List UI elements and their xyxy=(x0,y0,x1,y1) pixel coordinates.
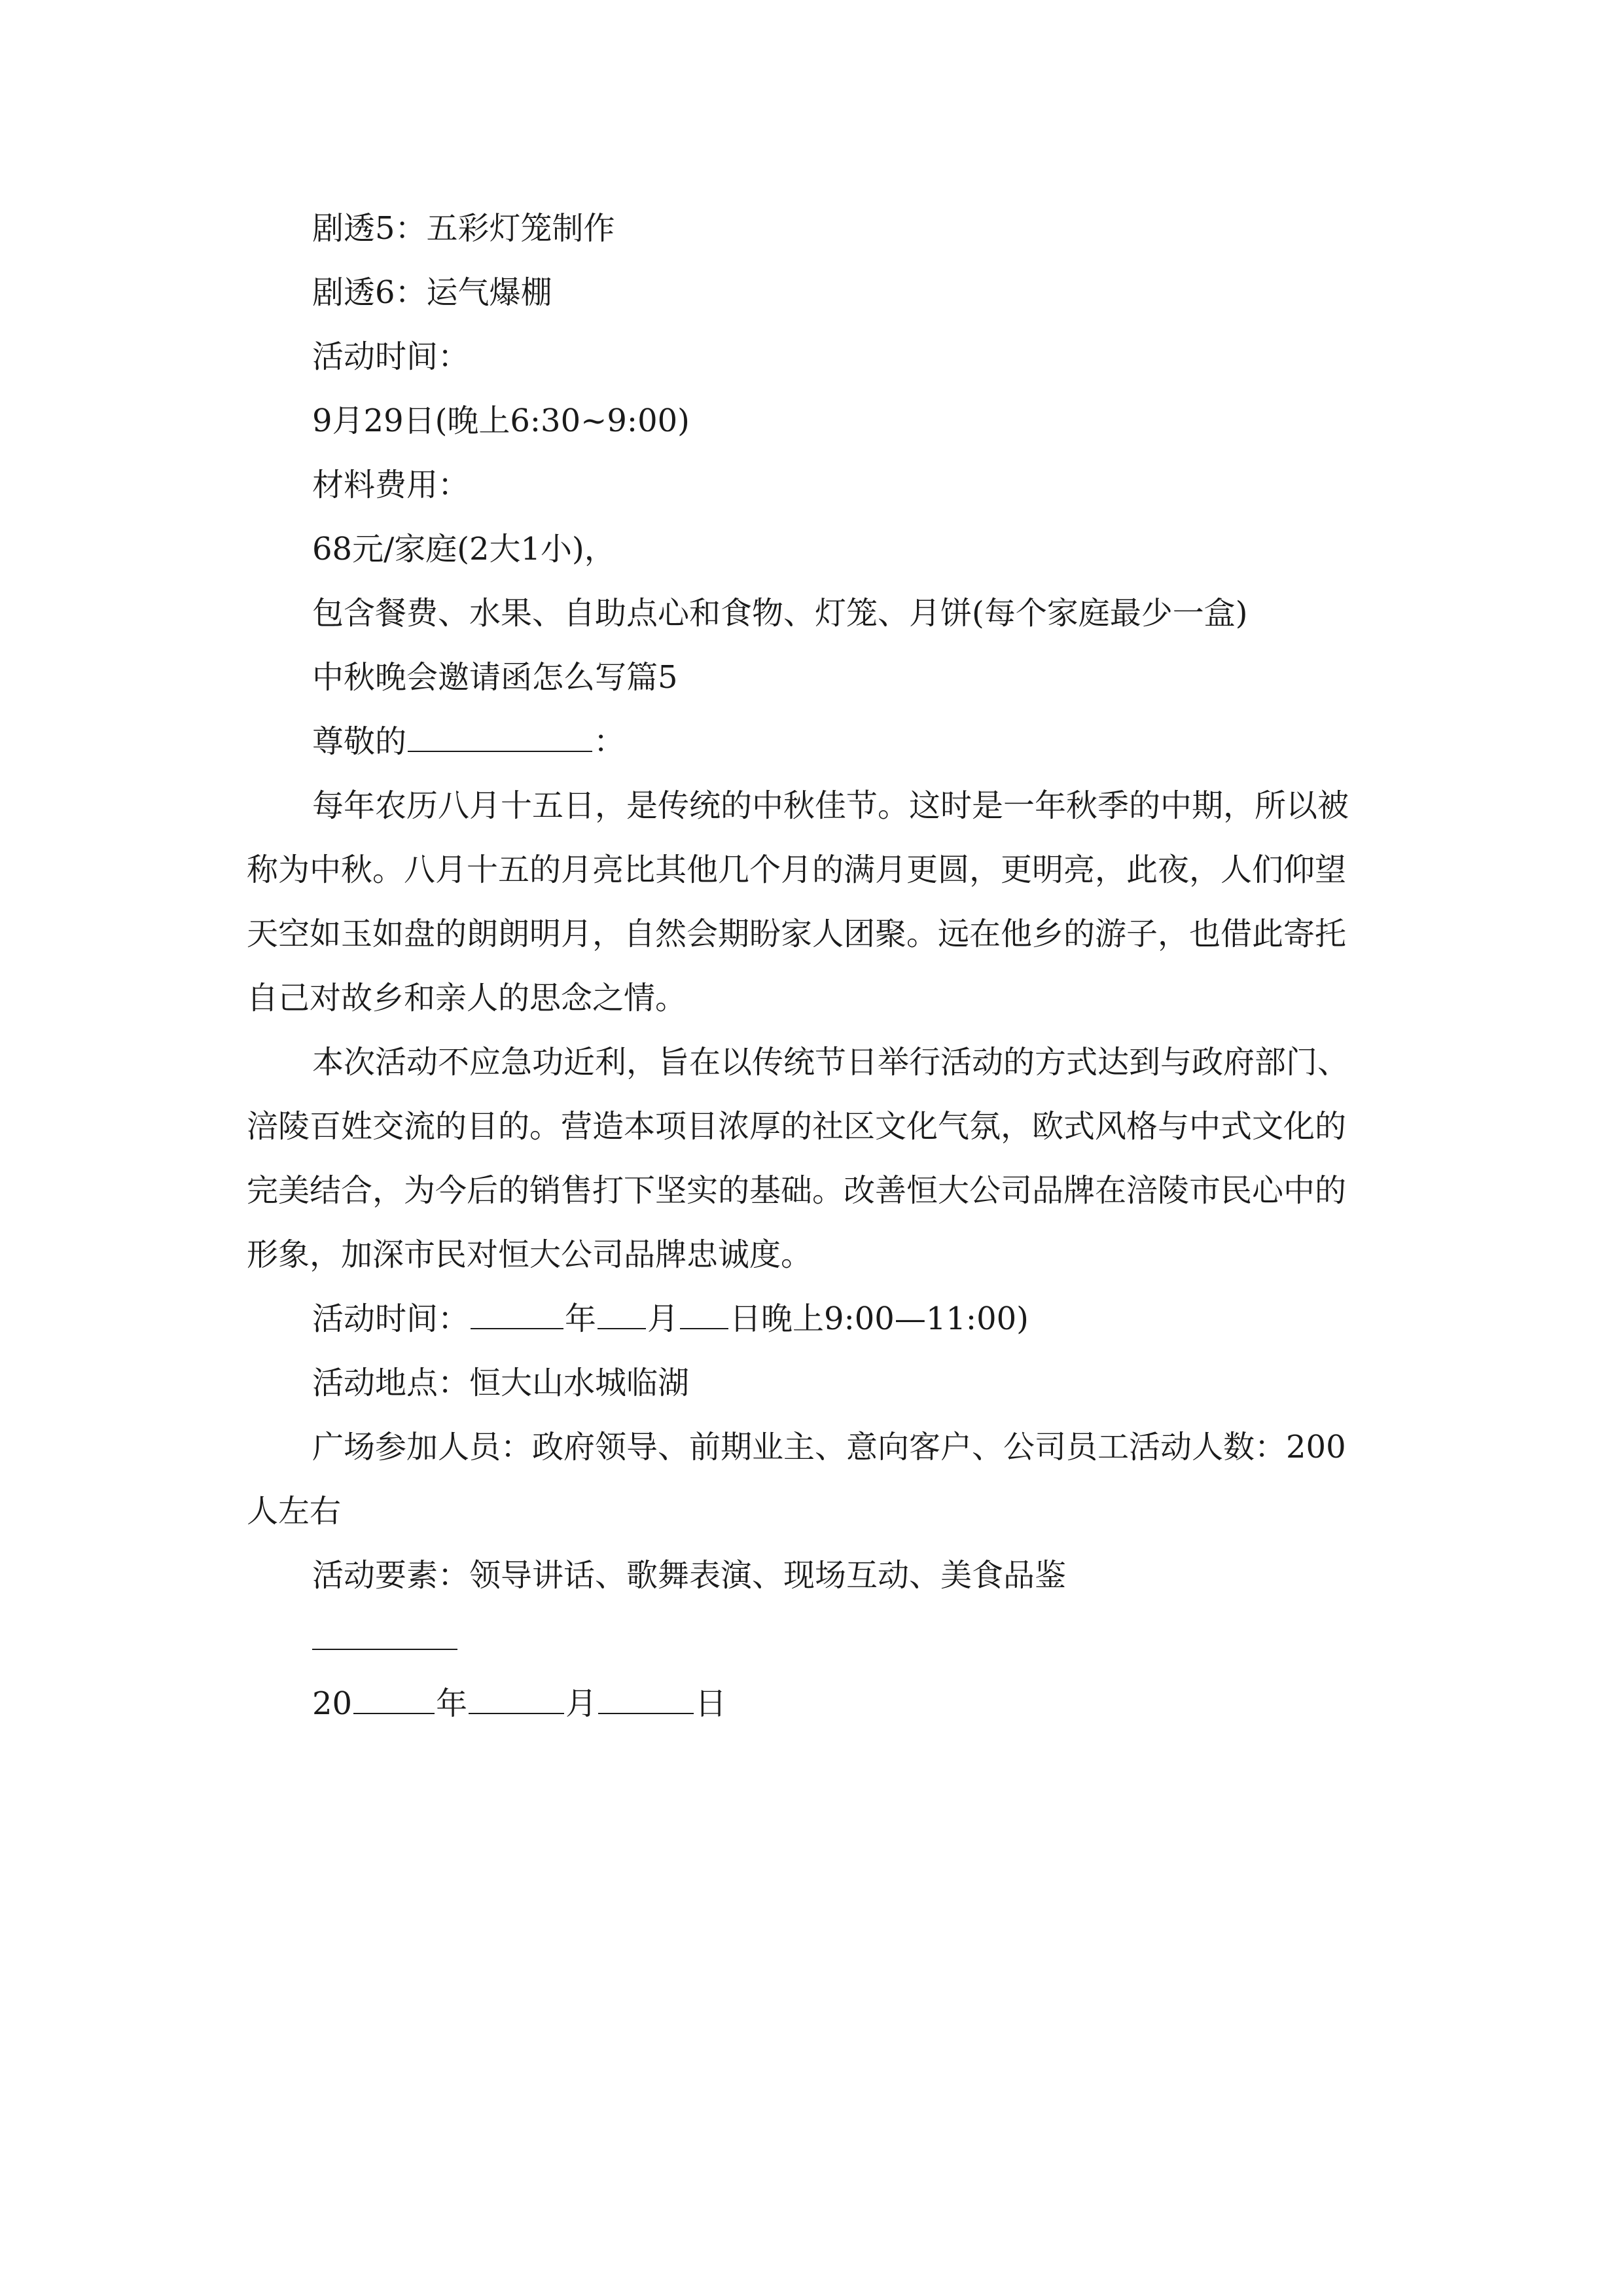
day-blank xyxy=(680,1298,728,1329)
paragraph-1-line-4: 自己对故乡和亲人的思念之情。 xyxy=(247,980,687,1016)
participants-line-1: 广场参加人员：政府领导、前期业主、意向客户、公司员工活动人数：200 xyxy=(312,1429,1346,1465)
participants-line-2: 人左右 xyxy=(247,1493,342,1530)
event-time-label: 活动时间： xyxy=(312,338,470,375)
activity-elements: 活动要素：领导讲话、歌舞表演、现场互动、美食品鉴 xyxy=(312,1557,1067,1594)
document-body xyxy=(247,196,1385,1736)
material-fee-label: 材料费用： xyxy=(312,467,470,503)
greeting-suffix: ： xyxy=(594,723,626,760)
signature-row xyxy=(247,1607,1385,1672)
paragraph-1-line-3: 天空如玉如盘的朗朗明月，自然会期盼家人团聚。远在他乡的游子，也借此寄托 xyxy=(247,916,1347,952)
date-row xyxy=(247,1672,1385,1736)
activity-place: 活动地点：恒大山水城临湖 xyxy=(312,1365,690,1401)
signature-blank xyxy=(312,1619,457,1650)
spoiler-6: 剧透6：运气爆棚 xyxy=(312,274,552,311)
section-heading: 中秋晚会邀请函怎么写篇5 xyxy=(312,659,678,696)
date-year: 年 xyxy=(436,1685,468,1722)
paragraph-2-line-2: 涪陵百姓交流的目的。营造本项目浓厚的社区文化气氛，欧式风格与中式文化的 xyxy=(247,1108,1347,1145)
greeting xyxy=(247,709,1385,774)
date-day-blank xyxy=(598,1683,694,1714)
paragraph-2-line-1: 本次活动不应急功近利，旨在以传统节日举行活动的方式达到与政府部门、 xyxy=(312,1044,1349,1081)
date-month: 月 xyxy=(565,1685,597,1722)
date-month-blank xyxy=(469,1683,564,1714)
date-day: 日 xyxy=(695,1685,727,1722)
activity-time-label: 活动时间： xyxy=(312,1300,470,1337)
fee-includes: 包含餐费、水果、自助点心和食物、灯笼、月饼(每个家庭最少一盒) xyxy=(312,595,1248,632)
month-text: 月 xyxy=(647,1300,679,1337)
time-rest: 日晚上9:00—11:00) xyxy=(730,1300,1029,1337)
activity-time xyxy=(247,1287,1385,1351)
month-blank xyxy=(597,1298,646,1329)
event-time-value: 9月29日(晚上6:30~9:00) xyxy=(312,403,690,439)
recipient-blank xyxy=(408,721,592,752)
paragraph-2-line-3: 完美结合，为今后的销售打下坚实的基础。改善恒大公司品牌在涪陵市民心中的 xyxy=(247,1172,1347,1209)
spoiler-5: 剧透5：五彩灯笼制作 xyxy=(312,210,615,247)
material-fee-value: 68元/家庭(2大1小)， xyxy=(312,531,616,567)
paragraph-1-line-1: 每年农历八月十五日，是传统的中秋佳节。这时是一年秋季的中期，所以被 xyxy=(312,787,1349,824)
date-year-blank xyxy=(353,1683,435,1714)
paragraph-1-line-2: 称为中秋。八月十五的月亮比其他几个月的满月更圆，更明亮，此夜，人们仰望 xyxy=(247,852,1347,888)
year-text: 年 xyxy=(565,1300,597,1337)
date-prefix: 20 xyxy=(312,1685,353,1722)
greeting-prefix: 尊敬的 xyxy=(312,723,407,760)
paragraph-2-line-4: 形象，加深市民对恒大公司品牌忠诚度。 xyxy=(247,1236,813,1273)
year-blank xyxy=(471,1298,563,1329)
